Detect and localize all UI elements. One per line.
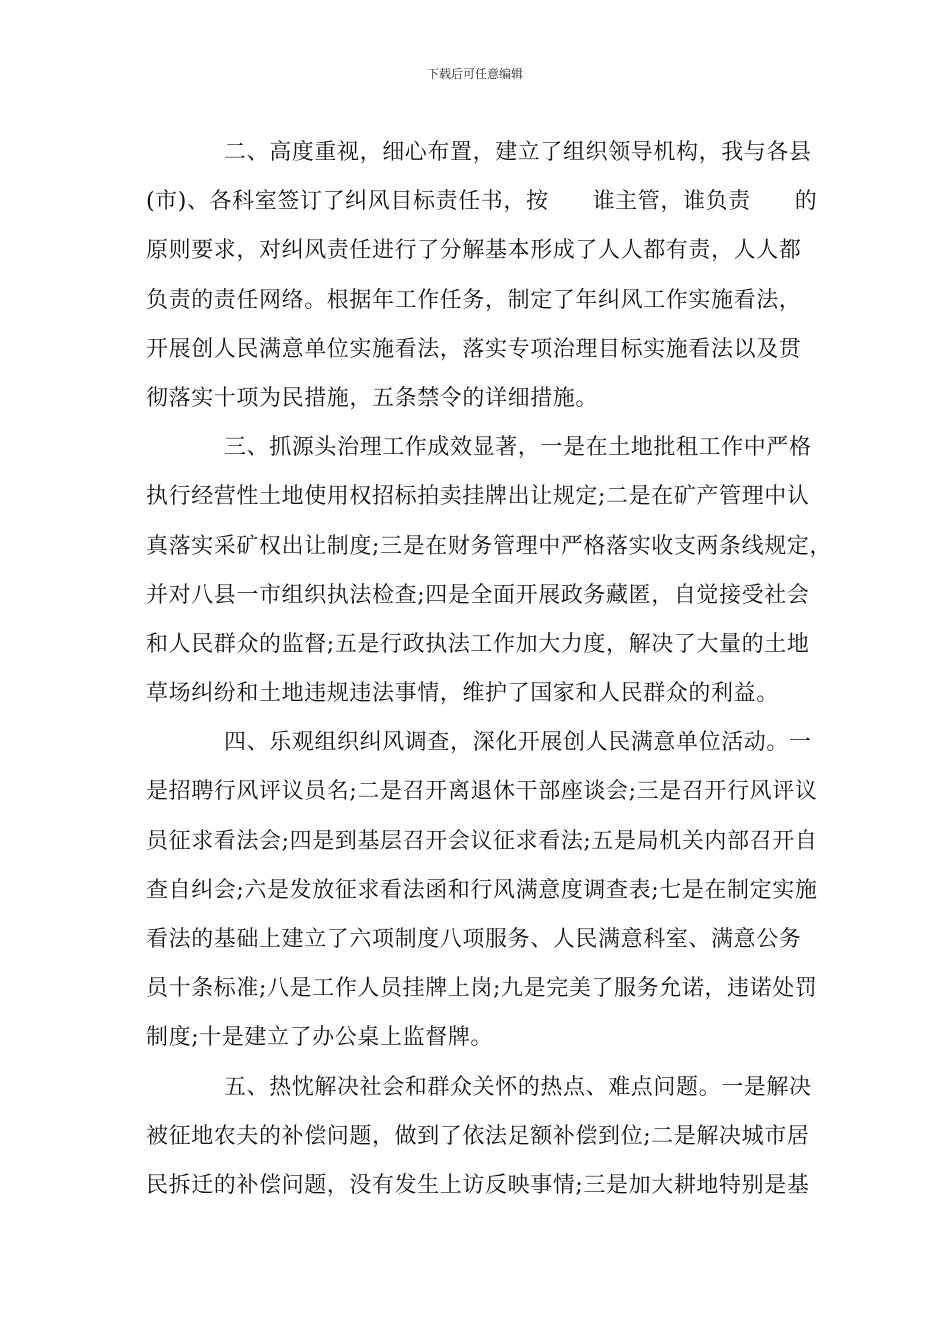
text-line: 四、乐观组织纠风调查，深化开展创人民满意单位活动。一 — [224, 730, 812, 756]
text-line: 原则要求，对纠风责任进行了分解基本形成了人人都有责，人人都 — [146, 238, 802, 264]
text-line — [146, 177, 818, 226]
text-line: 并对八县一市组织执法检查;四是全面开展政务藏匿，自觉接受社会 — [146, 582, 810, 608]
page-header: 下载后可任意编辑 — [426, 67, 523, 81]
text-line: 彻落实十项为民措施，五条禁令的详细措施。 — [146, 385, 599, 411]
text-line: 负责的责任网络。根据年工作任务，制定了年纠风工作实施看法， — [146, 287, 802, 313]
paragraph-3 — [146, 423, 833, 718]
text-line: 真落实采矿权出让制度;三是在财务管理中严格落实收支两条线规定， — [146, 533, 833, 559]
text-line: 被征地农夫的补偿问题，做到了依法足额补偿到位;二是解决城市居 — [146, 1123, 810, 1149]
paragraph-4 — [146, 718, 818, 1062]
text-line: 是招聘行风评议员名;二是召开离退休干部座谈会;三是召开行风评议 — [146, 779, 818, 805]
text-line: 三、抓源头治理工作成效显著，一是在土地批租工作中严格 — [224, 435, 812, 461]
text-line: 和人民群众的监督;五是行政执法工作加大力度，解决了大量的土地 — [146, 631, 810, 657]
paragraph-5 — [146, 1063, 812, 1211]
text-line-end: 的 — [794, 189, 818, 215]
document-body — [146, 128, 833, 1210]
text-line: 开展创人民满意单位实施看法，落实专项治理目标实施看法以及贯 — [146, 336, 802, 362]
text-line: 民拆迁的补偿问题，没有发生上访反映事情;三是加大耕地特别是基 — [146, 1172, 810, 1198]
paragraph-2 — [146, 128, 818, 423]
text-line: 执行经营性土地使用权招标拍卖挂牌出让规定;二是在矿产管理中认 — [146, 484, 810, 510]
text-line: 员征求看法会;四是到基层召开会议征求看法;五是局机关内部召开自 — [146, 828, 818, 854]
text-line: 五、热忱解决社会和群众关怀的热点、难点问题。一是解决 — [224, 1074, 812, 1100]
text-line: 制度;十是建立了办公桌上监督牌。 — [146, 1025, 494, 1051]
text-line-start: (市)、各科室签订了纠风目标责任书，按 — [146, 189, 549, 215]
text-line: 员十条标准;八是工作人员挂牌上岗;九是完美了服务允诺，违诺处罚 — [146, 976, 818, 1002]
text-line: 二、高度重视，细心布置，建立了组织领导机构，我与各县 — [224, 140, 812, 165]
text-line: 草场纠纷和土地违规违法事情，维护了国家和人民群众的利益。 — [146, 681, 779, 707]
text-line-middle: 谁主管，谁负责 — [592, 189, 751, 215]
text-line: 查自纠会;六是发放征求看法函和行风满意度调查表;七是在制定实施 — [146, 877, 818, 903]
text-line: 看法的基础上建立了六项制度八项服务、人民满意科室、满意公务 — [146, 927, 802, 952]
